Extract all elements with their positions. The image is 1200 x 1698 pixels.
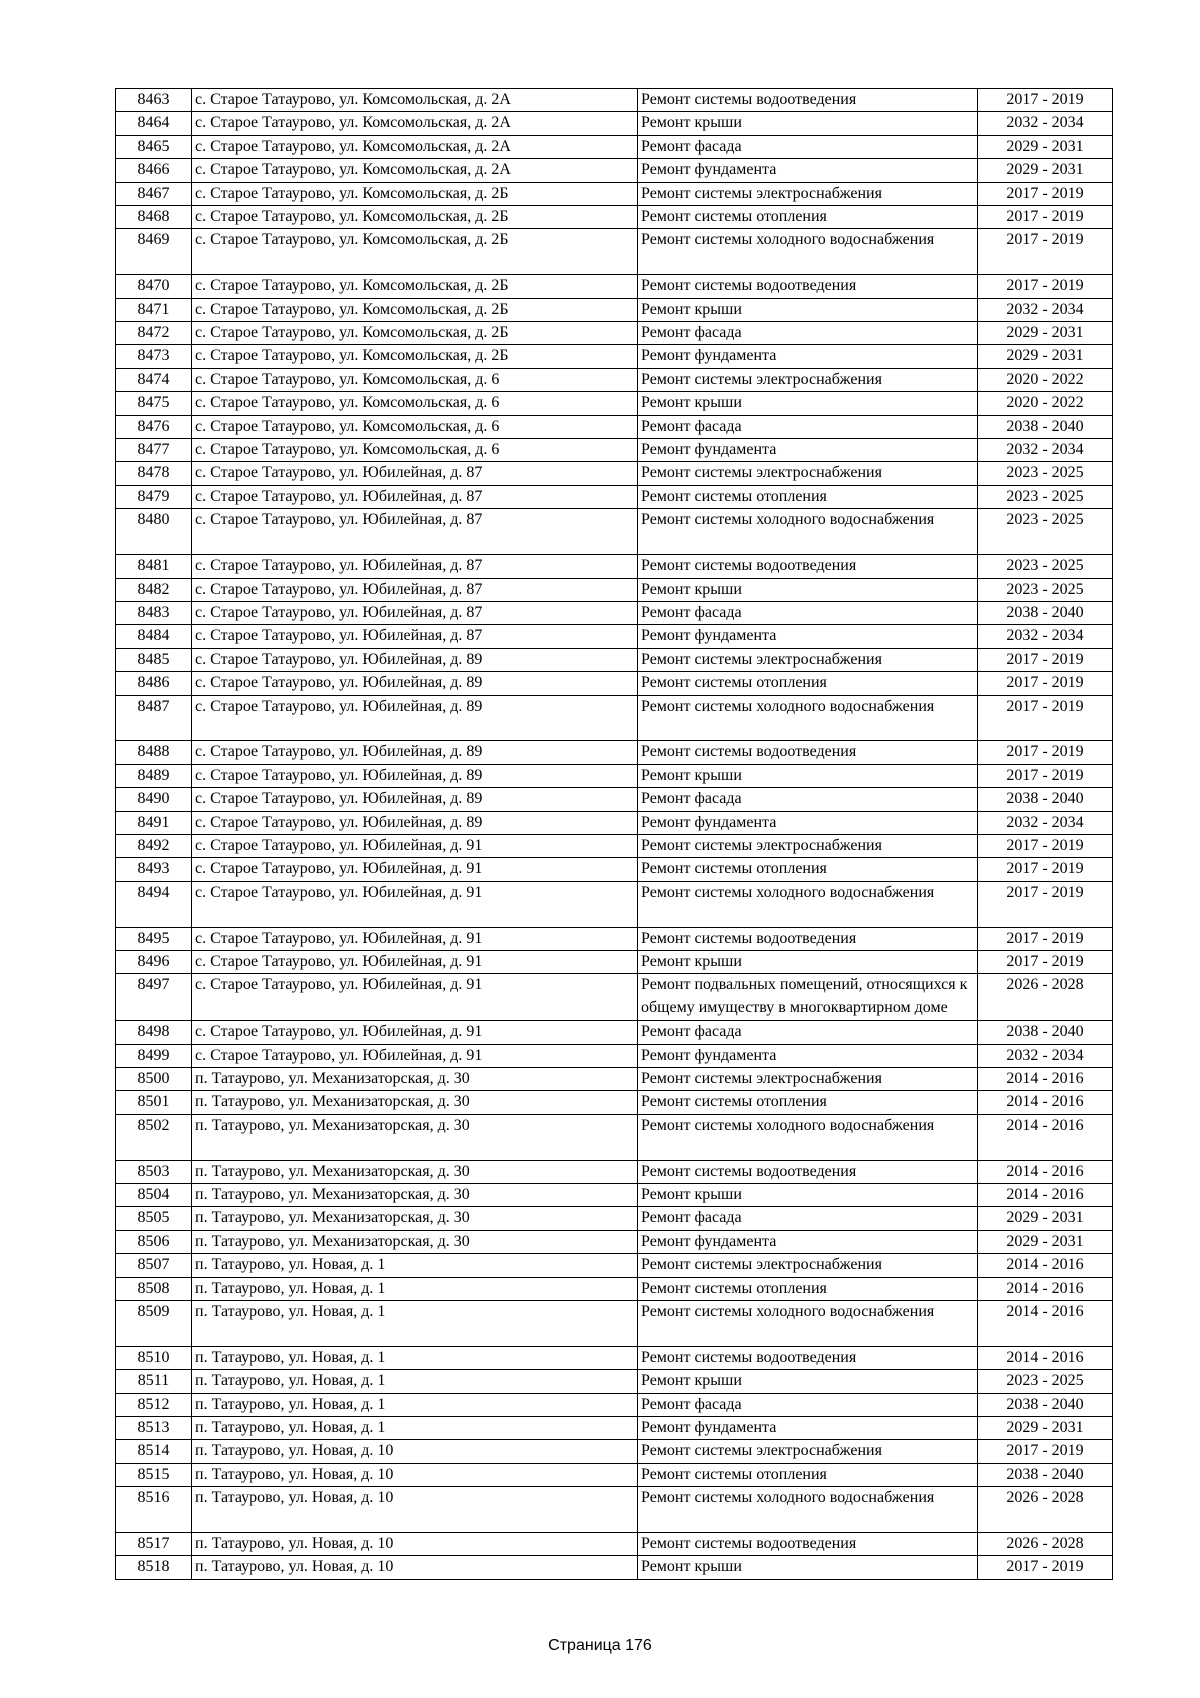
table-row bbox=[116, 1277, 1113, 1300]
cell-number: 8470 bbox=[116, 275, 192, 298]
cell-number: 8481 bbox=[116, 555, 192, 578]
cell-work-type: Ремонт фасада bbox=[638, 1021, 978, 1044]
table-row bbox=[116, 1044, 1113, 1067]
cell-period: 2017 - 2019 bbox=[978, 89, 1113, 112]
table-row bbox=[116, 601, 1113, 624]
cell-work-type: Ремонт фундамента bbox=[638, 1417, 978, 1440]
table-row bbox=[116, 1207, 1113, 1230]
table-row bbox=[116, 555, 1113, 578]
cell-address: с. Старое Татаурово, ул. Комсомольская, д. 2А bbox=[192, 159, 638, 182]
cell-work-type: Ремонт крыши bbox=[638, 1556, 978, 1579]
table-row bbox=[116, 741, 1113, 764]
cell-period: 2017 - 2019 bbox=[978, 1556, 1113, 1579]
cell-number: 8509 bbox=[116, 1301, 192, 1347]
cell-address: с. Старое Татаурово, ул. Комсомольская, д. 2А bbox=[192, 135, 638, 158]
cell-period: 2038 - 2040 bbox=[978, 1021, 1113, 1044]
cell-work-type: Ремонт крыши bbox=[638, 1184, 978, 1207]
cell-work-type: Ремонт системы водоотведения bbox=[638, 741, 978, 764]
cell-address: с. Старое Татаурово, ул. Комсомольская, д. 6 bbox=[192, 392, 638, 415]
cell-number: 8468 bbox=[116, 206, 192, 229]
cell-period: 2014 - 2016 bbox=[978, 1160, 1113, 1183]
cell-address: с. Старое Татаурово, ул. Юбилейная, д. 87 bbox=[192, 509, 638, 555]
cell-work-type: Ремонт системы холодного водоснабжения bbox=[638, 1114, 978, 1160]
table-row bbox=[116, 1440, 1113, 1463]
cell-address: с. Старое Татаурово, ул. Комсомольская, д. 2Б bbox=[192, 182, 638, 205]
cell-address: п. Татаурово, ул. Новая, д. 1 bbox=[192, 1301, 638, 1347]
cell-work-type: Ремонт системы водоотведения bbox=[638, 1160, 978, 1183]
cell-work-type: Ремонт системы отопления bbox=[638, 206, 978, 229]
cell-period: 2038 - 2040 bbox=[978, 788, 1113, 811]
cell-address: с. Старое Татаурово, ул. Комсомольская, д. 2А bbox=[192, 112, 638, 135]
cell-period: 2017 - 2019 bbox=[978, 858, 1113, 881]
cell-address: п. Татаурово, ул. Механизаторская, д. 30 bbox=[192, 1160, 638, 1183]
cell-work-type: Ремонт системы отопления bbox=[638, 485, 978, 508]
cell-period: 2029 - 2031 bbox=[978, 1230, 1113, 1253]
table-row bbox=[116, 1068, 1113, 1091]
table-row bbox=[116, 392, 1113, 415]
cell-address: с. Старое Татаурово, ул. Комсомольская, д. 6 bbox=[192, 415, 638, 438]
cell-number: 8512 bbox=[116, 1393, 192, 1416]
cell-work-type: Ремонт системы холодного водоснабжения bbox=[638, 1301, 978, 1347]
cell-work-type: Ремонт крыши bbox=[638, 578, 978, 601]
cell-number: 8490 bbox=[116, 788, 192, 811]
cell-work-type: Ремонт фундамента bbox=[638, 159, 978, 182]
cell-number: 8507 bbox=[116, 1254, 192, 1277]
cell-address: с. Старое Татаурово, ул. Юбилейная, д. 91 bbox=[192, 974, 638, 1021]
table-row bbox=[116, 1301, 1113, 1347]
cell-address: с. Старое Татаурово, ул. Юбилейная, д. 89 bbox=[192, 788, 638, 811]
cell-work-type: Ремонт крыши bbox=[638, 298, 978, 321]
cell-period: 2026 - 2028 bbox=[978, 974, 1113, 1021]
cell-period: 2023 - 2025 bbox=[978, 462, 1113, 485]
table-row bbox=[116, 625, 1113, 648]
cell-work-type: Ремонт системы холодного водоснабжения bbox=[638, 509, 978, 555]
cell-period: 2014 - 2016 bbox=[978, 1254, 1113, 1277]
cell-number: 8513 bbox=[116, 1417, 192, 1440]
cell-address: с. Старое Татаурово, ул. Юбилейная, д. 91 bbox=[192, 881, 638, 927]
cell-period: 2017 - 2019 bbox=[978, 927, 1113, 950]
cell-number: 8500 bbox=[116, 1068, 192, 1091]
cell-address: п. Татаурово, ул. Новая, д. 10 bbox=[192, 1463, 638, 1486]
cell-address: с. Старое Татаурово, ул. Юбилейная, д. 89 bbox=[192, 764, 638, 787]
table-row bbox=[116, 415, 1113, 438]
cell-number: 8472 bbox=[116, 322, 192, 345]
cell-work-type: Ремонт системы отопления bbox=[638, 1091, 978, 1114]
table-row bbox=[116, 182, 1113, 205]
cell-number: 8465 bbox=[116, 135, 192, 158]
cell-work-type: Ремонт системы водоотведения bbox=[638, 1346, 978, 1369]
cell-number: 8463 bbox=[116, 89, 192, 112]
cell-number: 8488 bbox=[116, 741, 192, 764]
cell-period: 2032 - 2034 bbox=[978, 298, 1113, 321]
cell-work-type: Ремонт системы отопления bbox=[638, 858, 978, 881]
cell-address: с. Старое Татаурово, ул. Комсомольская, д. 6 bbox=[192, 368, 638, 391]
cell-address: п. Татаурово, ул. Новая, д. 1 bbox=[192, 1370, 638, 1393]
cell-number: 8511 bbox=[116, 1370, 192, 1393]
table-row bbox=[116, 811, 1113, 834]
cell-address: п. Татаурово, ул. Новая, д. 10 bbox=[192, 1487, 638, 1533]
table-row bbox=[116, 1254, 1113, 1277]
cell-number: 8514 bbox=[116, 1440, 192, 1463]
cell-work-type: Ремонт фасада bbox=[638, 322, 978, 345]
cell-number: 8484 bbox=[116, 625, 192, 648]
cell-number: 8469 bbox=[116, 229, 192, 275]
cell-address: с. Старое Татаурово, ул. Комсомольская, д. 2Б bbox=[192, 345, 638, 368]
cell-number: 8478 bbox=[116, 462, 192, 485]
cell-period: 2038 - 2040 bbox=[978, 415, 1113, 438]
table-row bbox=[116, 1370, 1113, 1393]
cell-period: 2038 - 2040 bbox=[978, 1463, 1113, 1486]
cell-number: 8494 bbox=[116, 881, 192, 927]
cell-address: п. Татаурово, ул. Новая, д. 1 bbox=[192, 1254, 638, 1277]
table-row bbox=[116, 1184, 1113, 1207]
table-row bbox=[116, 1463, 1113, 1486]
cell-work-type: Ремонт крыши bbox=[638, 392, 978, 415]
cell-period: 2038 - 2040 bbox=[978, 601, 1113, 624]
cell-work-type: Ремонт фундамента bbox=[638, 811, 978, 834]
cell-work-type: Ремонт фундамента bbox=[638, 439, 978, 462]
cell-work-type: Ремонт крыши bbox=[638, 764, 978, 787]
cell-number: 8495 bbox=[116, 927, 192, 950]
cell-period: 2029 - 2031 bbox=[978, 1207, 1113, 1230]
page-number: Страница 176 bbox=[548, 1637, 652, 1654]
cell-period: 2029 - 2031 bbox=[978, 322, 1113, 345]
table-row bbox=[116, 695, 1113, 741]
cell-period: 2029 - 2031 bbox=[978, 135, 1113, 158]
cell-number: 8487 bbox=[116, 695, 192, 741]
cell-work-type: Ремонт подвальных помещений, относящихся к общему имуществу в многоквартирном доме bbox=[638, 974, 978, 1021]
cell-period: 2029 - 2031 bbox=[978, 345, 1113, 368]
cell-address: с. Старое Татаурово, ул. Юбилейная, д. 91 bbox=[192, 858, 638, 881]
cell-work-type: Ремонт системы электроснабжения bbox=[638, 834, 978, 857]
cell-work-type: Ремонт фундамента bbox=[638, 625, 978, 648]
table-row bbox=[116, 229, 1113, 275]
table-row bbox=[116, 1533, 1113, 1556]
table-row bbox=[116, 485, 1113, 508]
cell-address: п. Татаурово, ул. Новая, д. 1 bbox=[192, 1393, 638, 1416]
cell-period: 2029 - 2031 bbox=[978, 1417, 1113, 1440]
cell-address: с. Старое Татаурово, ул. Комсомольская, д. 2Б bbox=[192, 275, 638, 298]
table-row bbox=[116, 950, 1113, 973]
cell-address: п. Татаурово, ул. Механизаторская, д. 30 bbox=[192, 1091, 638, 1114]
cell-number: 8501 bbox=[116, 1091, 192, 1114]
cell-period: 2017 - 2019 bbox=[978, 834, 1113, 857]
table-row bbox=[116, 881, 1113, 927]
cell-work-type: Ремонт системы отопления bbox=[638, 672, 978, 695]
cell-period: 2017 - 2019 bbox=[978, 206, 1113, 229]
table-row bbox=[116, 1160, 1113, 1183]
cell-address: с. Старое Татаурово, ул. Юбилейная, д. 91 bbox=[192, 950, 638, 973]
cell-work-type: Ремонт крыши bbox=[638, 950, 978, 973]
table-row bbox=[116, 206, 1113, 229]
table-row bbox=[116, 788, 1113, 811]
cell-number: 8483 bbox=[116, 601, 192, 624]
cell-address: с. Старое Татаурово, ул. Комсомольская, д. 2Б bbox=[192, 206, 638, 229]
table-row bbox=[116, 648, 1113, 671]
cell-period: 2014 - 2016 bbox=[978, 1184, 1113, 1207]
table-row bbox=[116, 834, 1113, 857]
cell-period: 2032 - 2034 bbox=[978, 1044, 1113, 1067]
table-row bbox=[116, 764, 1113, 787]
table-row bbox=[116, 1393, 1113, 1416]
cell-period: 2014 - 2016 bbox=[978, 1346, 1113, 1369]
cell-period: 2029 - 2031 bbox=[978, 159, 1113, 182]
cell-period: 2017 - 2019 bbox=[978, 741, 1113, 764]
cell-work-type: Ремонт системы электроснабжения bbox=[638, 368, 978, 391]
cell-number: 8464 bbox=[116, 112, 192, 135]
cell-period: 2023 - 2025 bbox=[978, 485, 1113, 508]
cell-number: 8466 bbox=[116, 159, 192, 182]
table-row bbox=[116, 858, 1113, 881]
table-row bbox=[116, 927, 1113, 950]
table-body bbox=[116, 89, 1113, 1580]
cell-work-type: Ремонт фасада bbox=[638, 601, 978, 624]
cell-work-type: Ремонт системы электроснабжения bbox=[638, 1254, 978, 1277]
table-row bbox=[116, 1556, 1113, 1579]
cell-work-type: Ремонт системы водоотведения bbox=[638, 927, 978, 950]
cell-period: 2014 - 2016 bbox=[978, 1277, 1113, 1300]
cell-address: с. Старое Татаурово, ул. Комсомольская, д. 2А bbox=[192, 89, 638, 112]
cell-period: 2032 - 2034 bbox=[978, 811, 1113, 834]
cell-address: с. Старое Татаурово, ул. Юбилейная, д. 91 bbox=[192, 1021, 638, 1044]
cell-address: с. Старое Татаурово, ул. Юбилейная, д. 89 bbox=[192, 695, 638, 741]
cell-number: 8515 bbox=[116, 1463, 192, 1486]
table-row bbox=[116, 89, 1113, 112]
cell-address: с. Старое Татаурово, ул. Юбилейная, д. 87 bbox=[192, 578, 638, 601]
table-row bbox=[116, 298, 1113, 321]
table-row bbox=[116, 112, 1113, 135]
cell-period: 2032 - 2034 bbox=[978, 439, 1113, 462]
cell-period: 2017 - 2019 bbox=[978, 695, 1113, 741]
table-row bbox=[116, 974, 1113, 1021]
cell-number: 8505 bbox=[116, 1207, 192, 1230]
table-row bbox=[116, 578, 1113, 601]
cell-work-type: Ремонт системы отопления bbox=[638, 1463, 978, 1486]
cell-work-type: Ремонт системы водоотведения bbox=[638, 275, 978, 298]
cell-work-type: Ремонт системы отопления bbox=[638, 1277, 978, 1300]
cell-number: 8497 bbox=[116, 974, 192, 1021]
cell-address: п. Татаурово, ул. Механизаторская, д. 30 bbox=[192, 1230, 638, 1253]
cell-work-type: Ремонт крыши bbox=[638, 112, 978, 135]
cell-period: 2014 - 2016 bbox=[978, 1068, 1113, 1091]
cell-period: 2023 - 2025 bbox=[978, 578, 1113, 601]
cell-work-type: Ремонт системы холодного водоснабжения bbox=[638, 881, 978, 927]
table-row bbox=[116, 1230, 1113, 1253]
cell-address: с. Старое Татаурово, ул. Юбилейная, д. 89 bbox=[192, 811, 638, 834]
cell-address: с. Старое Татаурово, ул. Юбилейная, д. 87 bbox=[192, 485, 638, 508]
cell-address: п. Татаурово, ул. Механизаторская, д. 30 bbox=[192, 1114, 638, 1160]
cell-work-type: Ремонт фундамента bbox=[638, 345, 978, 368]
cell-address: п. Татаурово, ул. Новая, д. 10 bbox=[192, 1556, 638, 1579]
table-row bbox=[116, 1091, 1113, 1114]
cell-address: с. Старое Татаурово, ул. Юбилейная, д. 87 bbox=[192, 462, 638, 485]
cell-period: 2017 - 2019 bbox=[978, 182, 1113, 205]
repair-schedule-table bbox=[115, 88, 1113, 1580]
cell-work-type: Ремонт фасада bbox=[638, 1207, 978, 1230]
cell-work-type: Ремонт системы холодного водоснабжения bbox=[638, 1487, 978, 1533]
cell-period: 2017 - 2019 bbox=[978, 672, 1113, 695]
cell-period: 2032 - 2034 bbox=[978, 625, 1113, 648]
cell-work-type: Ремонт системы холодного водоснабжения bbox=[638, 229, 978, 275]
cell-work-type: Ремонт системы водоотведения bbox=[638, 89, 978, 112]
cell-period: 2014 - 2016 bbox=[978, 1091, 1113, 1114]
cell-number: 8474 bbox=[116, 368, 192, 391]
cell-work-type: Ремонт системы электроснабжения bbox=[638, 1068, 978, 1091]
cell-period: 2014 - 2016 bbox=[978, 1114, 1113, 1160]
cell-period: 2017 - 2019 bbox=[978, 275, 1113, 298]
cell-address: п. Татаурово, ул. Механизаторская, д. 30 bbox=[192, 1207, 638, 1230]
cell-work-type: Ремонт крыши bbox=[638, 1370, 978, 1393]
cell-period: 2020 - 2022 bbox=[978, 392, 1113, 415]
cell-number: 8485 bbox=[116, 648, 192, 671]
cell-number: 8471 bbox=[116, 298, 192, 321]
cell-work-type: Ремонт системы водоотведения bbox=[638, 555, 978, 578]
cell-address: с. Старое Татаурово, ул. Комсомольская, д. 6 bbox=[192, 439, 638, 462]
table-row bbox=[116, 322, 1113, 345]
cell-address: с. Старое Татаурово, ул. Юбилейная, д. 87 bbox=[192, 555, 638, 578]
table-row bbox=[116, 439, 1113, 462]
cell-period: 2023 - 2025 bbox=[978, 509, 1113, 555]
cell-address: с. Старое Татаурово, ул. Юбилейная, д. 91 bbox=[192, 834, 638, 857]
cell-work-type: Ремонт системы электроснабжения bbox=[638, 648, 978, 671]
cell-number: 8477 bbox=[116, 439, 192, 462]
table-row bbox=[116, 1346, 1113, 1369]
table-row bbox=[116, 368, 1113, 391]
table-row bbox=[116, 1021, 1113, 1044]
cell-work-type: Ремонт фасада bbox=[638, 135, 978, 158]
cell-number: 8475 bbox=[116, 392, 192, 415]
cell-number: 8508 bbox=[116, 1277, 192, 1300]
table-row bbox=[116, 509, 1113, 555]
cell-period: 2017 - 2019 bbox=[978, 1440, 1113, 1463]
cell-address: п. Татаурово, ул. Механизаторская, д. 30 bbox=[192, 1184, 638, 1207]
cell-address: с. Старое Татаурово, ул. Комсомольская, д. 2Б bbox=[192, 229, 638, 275]
cell-address: с. Старое Татаурово, ул. Юбилейная, д. 89 bbox=[192, 648, 638, 671]
cell-number: 8486 bbox=[116, 672, 192, 695]
table-row bbox=[116, 1417, 1113, 1440]
table-row bbox=[116, 672, 1113, 695]
cell-work-type: Ремонт фасада bbox=[638, 788, 978, 811]
cell-number: 8517 bbox=[116, 1533, 192, 1556]
cell-period: 2038 - 2040 bbox=[978, 1393, 1113, 1416]
cell-work-type: Ремонт системы электроснабжения bbox=[638, 462, 978, 485]
cell-address: с. Старое Татаурово, ул. Юбилейная, д. 87 bbox=[192, 625, 638, 648]
cell-work-type: Ремонт системы холодного водоснабжения bbox=[638, 695, 978, 741]
cell-number: 8498 bbox=[116, 1021, 192, 1044]
cell-number: 8491 bbox=[116, 811, 192, 834]
cell-address: с. Старое Татаурово, ул. Юбилейная, д. 87 bbox=[192, 601, 638, 624]
cell-address: с. Старое Татаурово, ул. Комсомольская, д. 2Б bbox=[192, 322, 638, 345]
cell-number: 8516 bbox=[116, 1487, 192, 1533]
cell-number: 8518 bbox=[116, 1556, 192, 1579]
cell-period: 2026 - 2028 bbox=[978, 1533, 1113, 1556]
cell-address: п. Татаурово, ул. Механизаторская, д. 30 bbox=[192, 1068, 638, 1091]
cell-number: 8506 bbox=[116, 1230, 192, 1253]
cell-number: 8476 bbox=[116, 415, 192, 438]
cell-period: 2023 - 2025 bbox=[978, 555, 1113, 578]
cell-number: 8482 bbox=[116, 578, 192, 601]
cell-period: 2032 - 2034 bbox=[978, 112, 1113, 135]
table-row bbox=[116, 275, 1113, 298]
cell-number: 8467 bbox=[116, 182, 192, 205]
cell-number: 8504 bbox=[116, 1184, 192, 1207]
cell-number: 8503 bbox=[116, 1160, 192, 1183]
cell-period: 2014 - 2016 bbox=[978, 1301, 1113, 1347]
cell-address: с. Старое Татаурово, ул. Юбилейная, д. 91 bbox=[192, 1044, 638, 1067]
cell-period: 2026 - 2028 bbox=[978, 1487, 1113, 1533]
cell-address: п. Татаурово, ул. Новая, д. 1 bbox=[192, 1277, 638, 1300]
cell-number: 8493 bbox=[116, 858, 192, 881]
table-row bbox=[116, 1487, 1113, 1533]
cell-number: 8479 bbox=[116, 485, 192, 508]
cell-address: с. Старое Татаурово, ул. Юбилейная, д. 89 bbox=[192, 741, 638, 764]
cell-address: п. Татаурово, ул. Новая, д. 1 bbox=[192, 1417, 638, 1440]
cell-period: 2017 - 2019 bbox=[978, 229, 1113, 275]
cell-number: 8492 bbox=[116, 834, 192, 857]
table-row bbox=[116, 1114, 1113, 1160]
cell-number: 8480 bbox=[116, 509, 192, 555]
cell-period: 2017 - 2019 bbox=[978, 648, 1113, 671]
cell-address: п. Татаурово, ул. Новая, д. 1 bbox=[192, 1346, 638, 1369]
cell-work-type: Ремонт фасада bbox=[638, 415, 978, 438]
cell-address: п. Татаурово, ул. Новая, д. 10 bbox=[192, 1440, 638, 1463]
table-row bbox=[116, 345, 1113, 368]
cell-number: 8510 bbox=[116, 1346, 192, 1369]
cell-work-type: Ремонт фундамента bbox=[638, 1230, 978, 1253]
cell-period: 2023 - 2025 bbox=[978, 1370, 1113, 1393]
table-row bbox=[116, 462, 1113, 485]
cell-work-type: Ремонт системы электроснабжения bbox=[638, 182, 978, 205]
cell-address: с. Старое Татаурово, ул. Юбилейная, д. 91 bbox=[192, 927, 638, 950]
cell-period: 2017 - 2019 bbox=[978, 950, 1113, 973]
cell-work-type: Ремонт системы водоотведения bbox=[638, 1533, 978, 1556]
table-row bbox=[116, 159, 1113, 182]
cell-address: с. Старое Татаурово, ул. Комсомольская, д. 2Б bbox=[192, 298, 638, 321]
cell-period: 2017 - 2019 bbox=[978, 764, 1113, 787]
cell-number: 8473 bbox=[116, 345, 192, 368]
cell-number: 8489 bbox=[116, 764, 192, 787]
cell-number: 8499 bbox=[116, 1044, 192, 1067]
cell-period: 2017 - 2019 bbox=[978, 881, 1113, 927]
cell-number: 8502 bbox=[116, 1114, 192, 1160]
cell-period: 2020 - 2022 bbox=[978, 368, 1113, 391]
cell-work-type: Ремонт фасада bbox=[638, 1393, 978, 1416]
cell-address: п. Татаурово, ул. Новая, д. 10 bbox=[192, 1533, 638, 1556]
cell-number: 8496 bbox=[116, 950, 192, 973]
table-row bbox=[116, 135, 1113, 158]
cell-work-type: Ремонт фундамента bbox=[638, 1044, 978, 1067]
cell-address: с. Старое Татаурово, ул. Юбилейная, д. 89 bbox=[192, 672, 638, 695]
cell-work-type: Ремонт системы электроснабжения bbox=[638, 1440, 978, 1463]
